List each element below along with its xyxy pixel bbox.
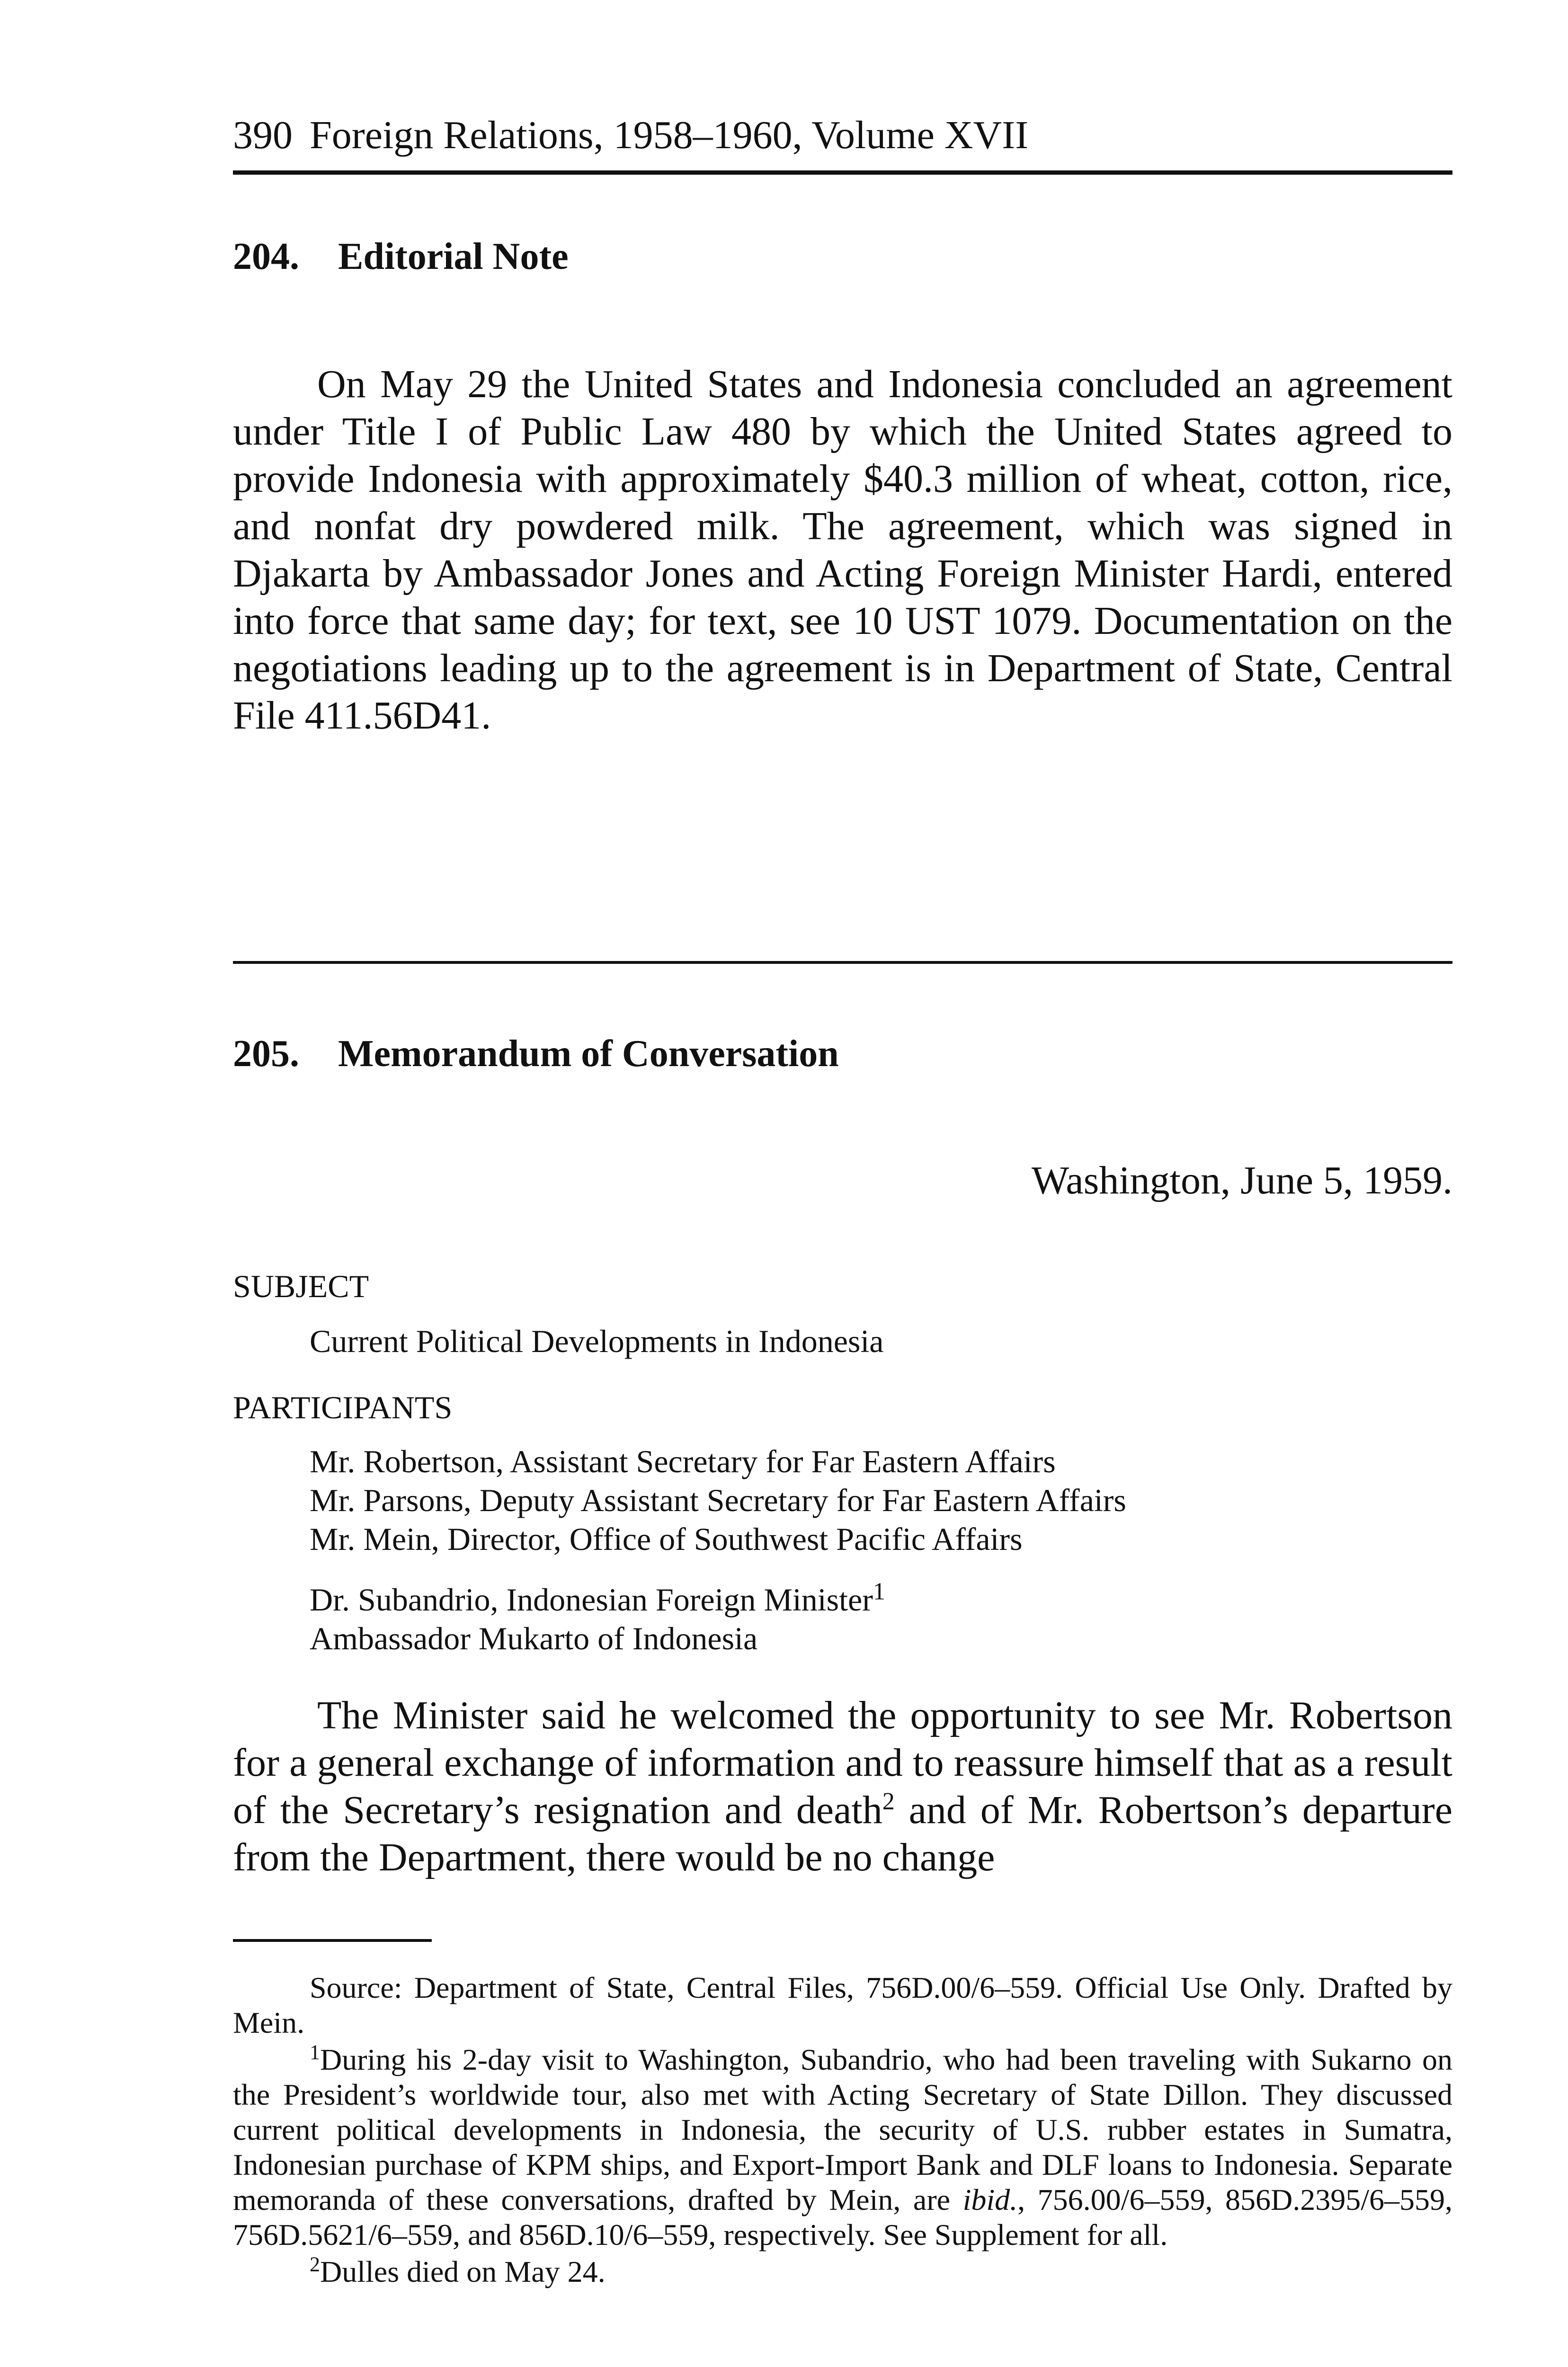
footnote-1: $^1$During his 2-day visit to Washington, Subandrio, who had been traveling with Sukarno on the President’s worldwide tour, also met with Acting Secretary of State Dillon. They discussed current political developments in Indonesia, the security of U.S. rubber estates in Sumatra, Indonesian purchase of KPM ships, and Export-Import Bank and DLF loans to Indonesia. Separate memoranda of these conversations, drafted by Mein, are ibid., 756.00/6–559, 856D.2395/6–559, 756D.5621/6–559, and 856D.10/6–559, respectively. See Supplement for all. [233,2040,1453,2251]
participants-label: PARTICIPANTS [233,1389,453,1425]
subject-text: Current Political Developments in Indonesia [310,1323,884,1359]
footnote-2-marker: 2 [310,2252,320,2276]
source-note: Source: Department of State, Central Files, 756D.00/6–559. Official Use Only. Drafted by Mein. [233,1971,1452,2039]
doc-205-number: 205. [233,1033,299,1075]
page-number: 390 [233,113,293,157]
running-head [233,112,1452,175]
doc-204-heading [233,233,1452,280]
participant-mein: Mr. Mein, Director, Office of Southwest Pacific Affairs [310,1521,1023,1557]
memorandum-paragraph: The Minister said he welcomed the opportunity to see Mr. Robertson for a general exchange of information and to reassure himself that as a result of the Secretary’s resignation and death$^2$ and of Mr. Robertson’s departure from the Department, there would be no change [233,1693,1452,1879]
doc-205-heading [233,1030,1452,1077]
doc-204-title: Editorial Note [338,236,569,277]
participant-subandrio: Dr. Subandrio, Indonesian Foreign Minister$^1$ [310,1578,885,1618]
doc-204-body [233,361,1452,739]
doc-205-body [233,1692,1452,1881]
participant-robertson: Mr. Robertson, Assistant Secretary for Far Eastern Affairs [310,1443,1056,1479]
participant-mukarto: Ambassador Mukarto of Indonesia [310,1620,758,1656]
subject-label: SUBJECT [233,1268,369,1304]
participants-indonesia-list [233,1580,1529,1658]
dateline: Washington, June 5, 1959. [1031,1158,1452,1202]
footnote-2: $^2$Dulles died on May 24. [310,2252,606,2288]
editorial-note-paragraph: On May 29 the United States and Indonesia concluded an agreement under Title I of Public Law 480 by which the United States agreed to provide Indonesia with approximately $40.3 million of wheat, cotton, rice, and nonfat dry powdered milk. The agreement, which was signed in Djakarta by Ambassador Jones and Acting Foreign Minister Hardi, entered into force that same day; for text, see 10 UST 1079. Documentation on the negotiations leading up to the agreement is in Department of State, Central File 411.56D41. [233,362,1452,738]
footnote-ref-1: 1 [873,1578,885,1605]
participant-parsons: Mr. Parsons, Deputy Assistant Secretary for Far Eastern Affairs [310,1482,1126,1518]
footnote-rule [233,1939,432,1942]
footnote-ref-2: 2 [882,1788,895,1815]
footnote-1-marker: 1 [310,2040,320,2064]
section-divider [233,961,1452,964]
doc-205-title: Memorandum of Conversation [338,1033,839,1075]
footnotes [233,1970,1452,2291]
participants-us-list [233,1442,1529,1558]
volume-title: Foreign Relations, 1958–1960, Volume XVII [310,113,1029,157]
doc-204-number: 204. [233,236,299,277]
